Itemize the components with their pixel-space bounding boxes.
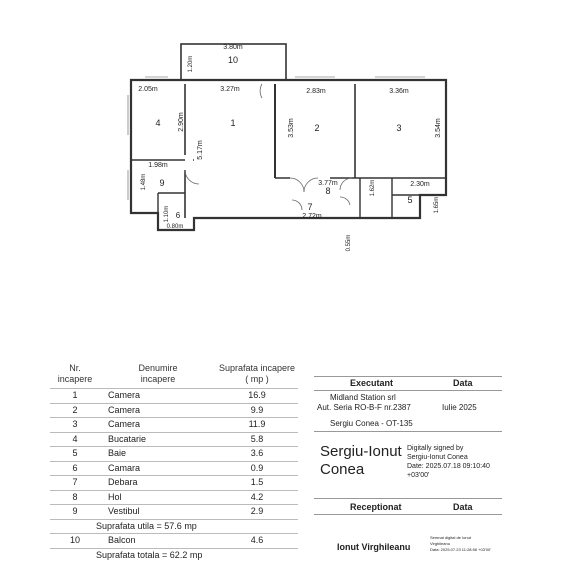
table-row: 8 Hol 4.2 bbox=[50, 490, 298, 505]
dim-room8-width: 3.77m bbox=[318, 180, 338, 187]
dim-room6-width: 0.80m bbox=[166, 224, 184, 230]
dim-room7-width: 2.72m bbox=[302, 213, 322, 220]
dim-room2-width: 2.83m bbox=[306, 88, 326, 95]
dim-room3-height: 3.54m bbox=[435, 118, 442, 138]
dim-room8-height: 1.62m bbox=[370, 179, 376, 197]
dim-extra: 0.55m bbox=[346, 234, 352, 252]
room-10-number: 10 bbox=[227, 55, 239, 65]
executant-date: Iulie 2025 bbox=[442, 403, 477, 412]
dim-room4-width: 2.05m bbox=[138, 86, 158, 93]
receptionat-date-header: Data bbox=[453, 502, 473, 512]
executant-company: Midland Station srl bbox=[330, 393, 396, 402]
dim-room6-height: 1.10m bbox=[164, 205, 170, 223]
executant-authorization: Aut. Seria RO-B-F nr.2387 bbox=[317, 403, 411, 412]
room-2-number: 2 bbox=[314, 123, 320, 133]
dim-room4-height: 2.90m bbox=[178, 112, 185, 132]
receptionat-signature-line1: Semnat digital de Ionut bbox=[430, 535, 471, 540]
signature-name-line1: Sergiu-Ionut bbox=[320, 443, 402, 460]
dim-room9-width: 1.98m bbox=[148, 162, 168, 169]
room-9-number: 9 bbox=[159, 178, 165, 188]
room-1-number: 1 bbox=[230, 118, 236, 128]
table-row: 6 Camara 0.9 bbox=[50, 461, 298, 476]
signature-name-line2: Conea bbox=[320, 461, 365, 478]
balcony-row: 10 Balcon 4.6 bbox=[50, 534, 298, 549]
receptionat-signature-line2: Virghileanu bbox=[430, 541, 450, 546]
room-area-table bbox=[50, 360, 298, 562]
table-row: 2 Camera 9.9 bbox=[50, 403, 298, 418]
room-8-number: 8 bbox=[325, 186, 331, 196]
table-row: 3 Camera 11.9 bbox=[50, 418, 298, 433]
header-nr: Nr. incapere bbox=[57, 363, 93, 384]
header-name: Denumire incapere bbox=[138, 363, 178, 384]
table-row: 9 Vestibul 2.9 bbox=[50, 505, 298, 520]
dim-room2-height: 3.53m bbox=[288, 118, 295, 138]
executant-header: Executant bbox=[350, 378, 394, 388]
room-7-number: 7 bbox=[307, 202, 313, 212]
dim-room5-width: 2.30m bbox=[410, 181, 430, 188]
table-row: 7 Debara 1.5 bbox=[50, 476, 298, 491]
executant-date-header: Data bbox=[453, 378, 473, 388]
dim-room5-height: 1.65m bbox=[434, 196, 440, 214]
dim-room9-height: 1.48m bbox=[141, 173, 147, 191]
digital-signature-line2: Sergiu-Ionut Conea bbox=[407, 454, 468, 461]
room-4-number: 4 bbox=[155, 118, 161, 128]
header-area: Suprafata incapere ( mp ) bbox=[218, 363, 296, 384]
receptionat-header: Receptionat bbox=[350, 502, 402, 512]
useful-area-row: Suprafata utila = 57.6 mp bbox=[50, 519, 298, 534]
receptionat-name: Ionut Virghileanu bbox=[337, 542, 411, 552]
table-row: 5 Baie 3.6 bbox=[50, 447, 298, 462]
receptionat-signature-line3: Data: 2025.07.23 11:28:56 +03'00' bbox=[430, 547, 491, 552]
dim-room3-width: 3.36m bbox=[389, 88, 409, 95]
dim-room1-height: 5.17m bbox=[197, 140, 204, 160]
room-6-number: 6 bbox=[175, 211, 181, 220]
room-5-number: 5 bbox=[407, 195, 413, 205]
dim-balcony-width: 3.80m bbox=[223, 44, 243, 51]
dim-room1-width: 3.27m bbox=[220, 86, 240, 93]
windows bbox=[128, 77, 425, 200]
digital-signature-line3: Date: 2025.07.18 09:10:40 bbox=[407, 463, 490, 470]
dim-balcony-depth: 1.20m bbox=[188, 55, 194, 73]
digital-signature-line4: +03'00' bbox=[407, 472, 430, 479]
table-row: 1 Camera 16.9 bbox=[50, 389, 298, 404]
digital-signature-line1: Digitally signed by bbox=[407, 445, 464, 452]
room-3-number: 3 bbox=[396, 123, 402, 133]
total-area-row: Suprafata totala = 62.2 mp bbox=[50, 548, 298, 562]
executant-person: Sergiu Conea - OT-135 bbox=[330, 419, 413, 428]
table-row: 4 Bucatarie 5.8 bbox=[50, 432, 298, 447]
